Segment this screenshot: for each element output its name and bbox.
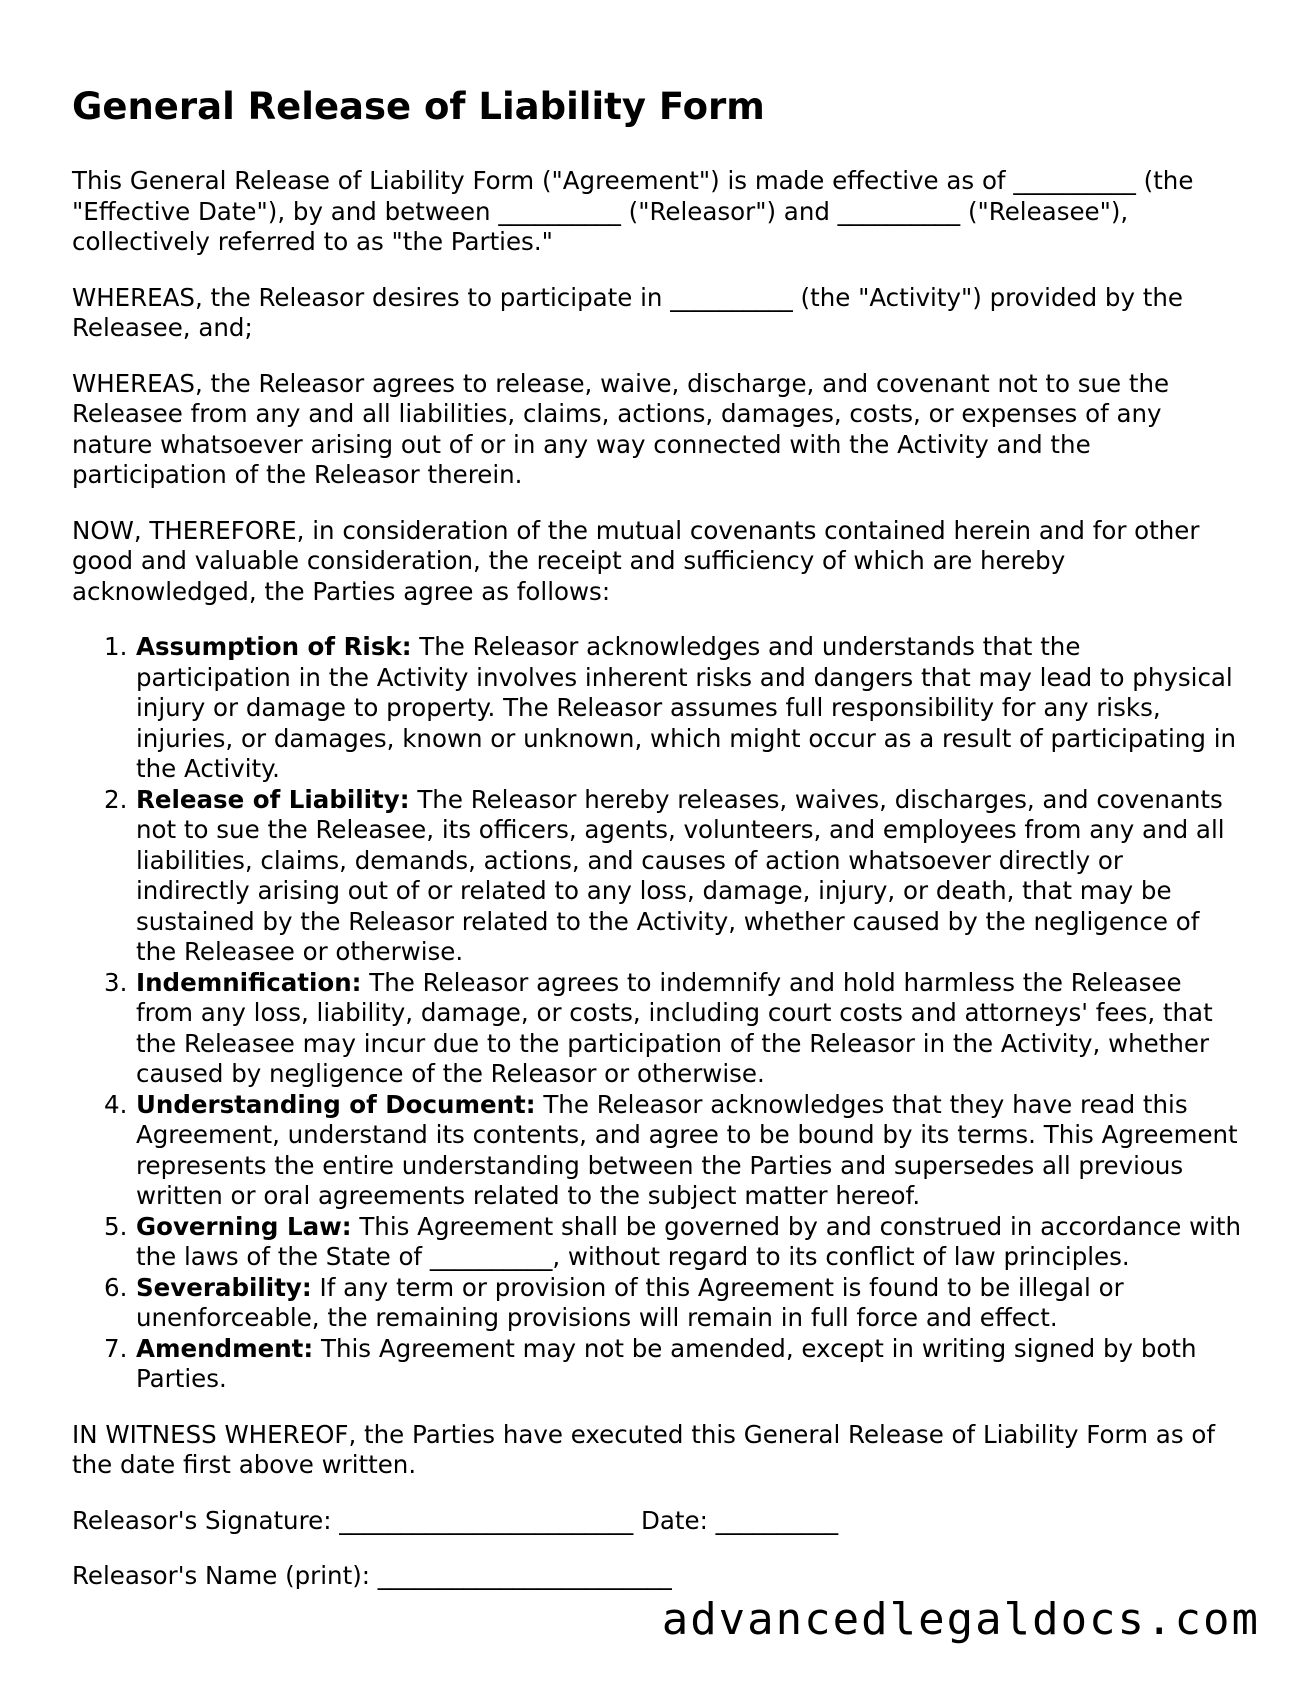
terms-list — [72, 632, 1242, 1395]
term-number: 3. — [104, 967, 128, 997]
term-number: 6. — [104, 1272, 128, 1302]
whereas-activity-paragraph: WHEREAS, the Releasor desires to participate in __________ (the "Activity") provided by the Releasee, and; — [72, 282, 1183, 342]
term-heading: Amendment: — [136, 1333, 314, 1363]
document-page — [72, 84, 1242, 1617]
term-text: The Releasor hereby releases, waives, discharges, and covenants not to sue the Releasee, its officers, agents, volunteers, and employees from any and all liabilities, claims, demands, actions, and causes of action whatsoever directly or indirectly arising out of or related to any loss, damage, injury, or death, that may be sustained by the Releasor related to the Activity, whether caused by the negligence of the Releasee or otherwise. — [136, 784, 1225, 966]
term-heading: Release of Liability: — [136, 784, 410, 814]
term-item — [72, 785, 1242, 968]
term-text: If any term or provision of this Agreement is found to be illegal or unenforceable, the remaining provisions will remain in full force and effect. — [136, 1272, 1124, 1332]
now-therefore-paragraph: NOW, THEREFORE, in consideration of the mutual covenants contained herein and for other good and valuable consideration, the receipt and sufficiency of which are hereby acknowledged, the Parties agree as follows: — [72, 515, 1200, 606]
printed-name-line: Releasor's Name (print): ________________________ — [72, 1561, 672, 1590]
term-number: 2. — [104, 784, 128, 814]
term-heading: Severability: — [136, 1272, 312, 1302]
term-heading: Assumption of Risk: — [136, 632, 412, 661]
term-number: 1. — [104, 632, 128, 661]
term-text: This Agreement shall be governed by and construed in accordance with the laws of the State of __________, without regard to its conflict of law principles. — [136, 1211, 1242, 1271]
term-number: 7. — [104, 1333, 128, 1363]
term-item — [72, 1090, 1242, 1212]
term-heading: Understanding of Document: — [136, 1089, 536, 1119]
signature-date-line: Releasor's Signature: ________________________ Date: __________ — [72, 1505, 839, 1535]
term-heading: Governing Law: — [136, 1211, 352, 1241]
term-item — [72, 968, 1242, 1090]
term-heading: Indemnification: — [136, 967, 362, 997]
term-text: The Releasor acknowledges and understands that the participation in the Activity involves inherent risks and dangers that may lead to physical injury or damage to property. The Releasor assumes full responsibility for any risks, injuries, or damages, known or unknown, which might occur as a result of participating in the Activity. — [136, 632, 1237, 783]
witness-paragraph: IN WITNESS WHEREOF, the Parties have executed this General Release of Liability Form as of the date first above written. — [72, 1419, 1215, 1479]
term-item — [72, 632, 1242, 785]
whereas-release-paragraph: WHEREAS, the Releasor agrees to release, waive, discharge, and covenant not to sue the Releasee from any and all liabilities, claims, actions, damages, costs, or expenses of any nature whatsoever arising out of or in any way connected with the Activity and the participation of the Releasor therein. — [72, 368, 1170, 489]
term-item — [72, 1273, 1242, 1334]
watermark: advancedlegaldocs.com — [661, 1594, 1260, 1645]
term-text: The Releasor agrees to indemnify and hold harmless the Releasee from any loss, liability, damage, or costs, including court costs and attorneys' fees, that the Releasee may incur due to the participation of the Releasor in the Activity, whether caused by negligence of the Releasor or otherwise. — [136, 967, 1213, 1088]
term-item — [72, 1212, 1242, 1273]
term-text: This Agreement may not be amended, except in writing signed by both Parties. — [136, 1333, 1197, 1393]
term-number: 5. — [104, 1211, 128, 1241]
intro-paragraph: This General Release of Liability Form ("Agreement") is made effective as of __________ (the "Effective Date"), by and between __________ ("Releasor") and __________ ("Releasee"), collectively referred to as "the Parties." — [72, 166, 1194, 256]
document-title: General Release of Liability Form — [72, 85, 765, 128]
term-item — [72, 1334, 1242, 1395]
term-number: 4. — [104, 1089, 128, 1119]
term-text: The Releasor acknowledges that they have read this Agreement, understand its contents, and agree to be bound by its terms. This Agreement represents the entire understanding between the Parties and supersedes all previous written or oral agreements related to the subject matter hereof. — [136, 1089, 1238, 1210]
